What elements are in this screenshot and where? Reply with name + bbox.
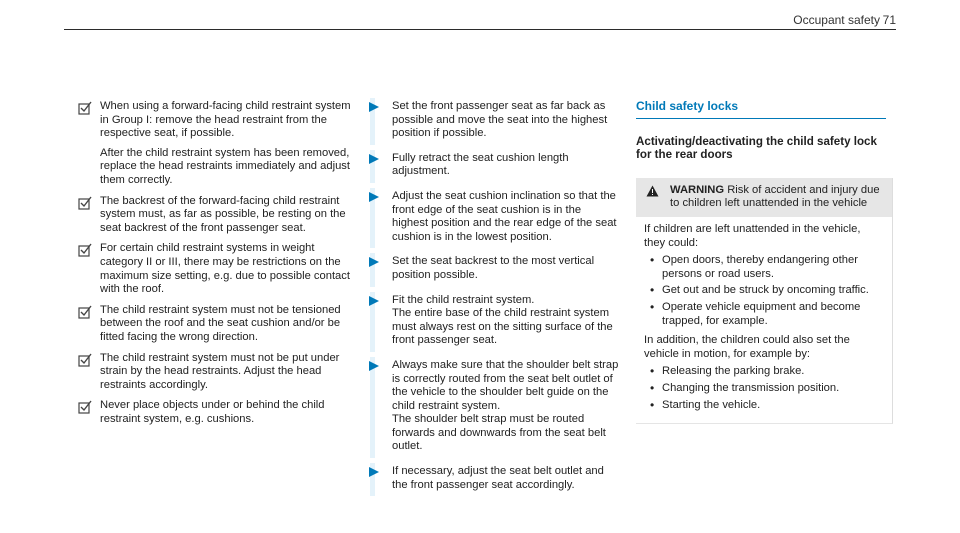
warning-bullet: • Get out and be struck by oncoming traffic.	[644, 284, 884, 298]
check-item	[78, 399, 353, 426]
warning-body	[636, 217, 892, 423]
step-arrow-icon	[368, 360, 380, 372]
section-title: Child safety locks	[636, 100, 886, 119]
step-arrow-icon	[368, 101, 380, 113]
check-item-text: The backrest of the forward-facing child restraint system must, as far as possible, be resting on the seat backrest of the front passenger seat.	[100, 194, 346, 234]
step-item	[370, 100, 620, 141]
subsection-title-line: Activating/deactivating the child safety lock	[636, 134, 877, 148]
checkbox-checked-icon	[78, 101, 92, 115]
checkbox-checked-icon	[78, 353, 92, 367]
check-item-text: The child restraint system must not be put under strain by the head restraints. Adjust the head restraints accordingly.	[100, 351, 340, 391]
step-text: Adjust the seat cushion inclination so that the front edge of the seat cushion is in the highest position and the rear edge of the seat cushion is in the lowest position.	[392, 189, 617, 243]
warning-box	[636, 178, 893, 424]
warning-bullet: • Changing the transmission position.	[644, 382, 884, 396]
warning-header	[636, 178, 892, 217]
header-rule	[64, 29, 896, 30]
warning-bullet: • Open doors, thereby endangering other persons or road users.	[644, 254, 884, 281]
check-item-text: When using a forward-facing child restraint system in Group I: remove the head restraint from the respective seat, if possible.	[100, 100, 351, 140]
step-item	[370, 465, 620, 492]
check-item	[78, 242, 353, 296]
step-subtext: The entire base of the child restraint system must always rest on the sitting surface of the front passenger seat.	[392, 307, 613, 347]
warning-bullet: • Operate vehicle equipment and become trapped, for example.	[644, 301, 884, 328]
check-item-subtext: After the child restraint system has been removed, replace the head restraints immediately and adjust them correctly.	[100, 146, 350, 186]
check-item	[78, 304, 353, 345]
step-item	[370, 190, 620, 244]
step-arrow-icon	[368, 256, 380, 268]
step-text: Fit the child restraint system.	[392, 293, 535, 306]
step-text: If necessary, adjust the seat belt outlet and the front passenger seat accordingly.	[392, 465, 604, 491]
step-text: Set the seat backrest to the most vertical position possible.	[392, 255, 595, 281]
step-item	[370, 255, 620, 282]
subsection-title-line: for the rear doors	[636, 148, 733, 162]
step-item	[370, 294, 620, 348]
step-item	[370, 152, 620, 179]
column-child-safety-locks	[622, 100, 892, 424]
check-item-text: The child restraint system must not be tensioned between the roof and the seat cushion and/or be fitted facing the wrong direction.	[100, 303, 341, 343]
checkbox-checked-icon	[78, 243, 92, 257]
warning-triangle-icon	[646, 185, 659, 197]
check-item-text: For certain child restraint systems in weight category II or III, there may be restrictions on the maximum size setting, e.g. due to possible contact with the roof.	[100, 242, 350, 296]
warning-bullet: • Releasing the parking brake.	[644, 365, 884, 379]
column-steps	[370, 100, 620, 503]
column-checklist	[78, 100, 353, 433]
page-number: 71	[882, 13, 896, 27]
warning-bullet: • Starting the vehicle.	[644, 399, 884, 413]
step-text: Fully retract the seat cushion length adjustment.	[392, 151, 569, 178]
check-item	[78, 352, 353, 393]
step-arrow-icon	[368, 466, 380, 478]
warning-intro-2: In addition, the children could also set the vehicle in motion, for example by:	[644, 334, 850, 360]
step-arrow-icon	[368, 295, 380, 307]
checkbox-checked-icon	[78, 305, 92, 319]
warning-label: WARNING	[670, 183, 725, 196]
step-text: Set the front passenger seat as far back as possible and move the seat into the highest position if possible.	[392, 100, 608, 140]
checkbox-checked-icon	[78, 400, 92, 414]
subsection-title	[636, 135, 892, 162]
step-text: Always make sure that the shoulder belt strap is correctly routed from the seat belt outlet of the vehicle to the shoulder belt guide on the child restraint system.	[392, 358, 619, 412]
step-subtext: The shoulder belt strap must be routed forwards and downwards from the seat belt outlet.	[392, 413, 606, 453]
check-item-text: Never place objects under or behind the child restraint system, e.g. cushions.	[100, 399, 325, 425]
step-item	[370, 359, 620, 454]
check-item	[78, 195, 353, 236]
step-strip	[370, 357, 375, 458]
page-section-title: Occupant safety	[793, 13, 880, 27]
warning-intro: If children are left unattended in the vehicle, they could:	[644, 222, 861, 249]
check-item	[78, 100, 353, 188]
warning-head-text: Risk of accident and injury due to children left unattended in the vehicle	[670, 183, 880, 210]
step-arrow-icon	[368, 153, 380, 165]
step-arrow-icon	[368, 191, 380, 203]
checkbox-checked-icon	[78, 196, 92, 210]
